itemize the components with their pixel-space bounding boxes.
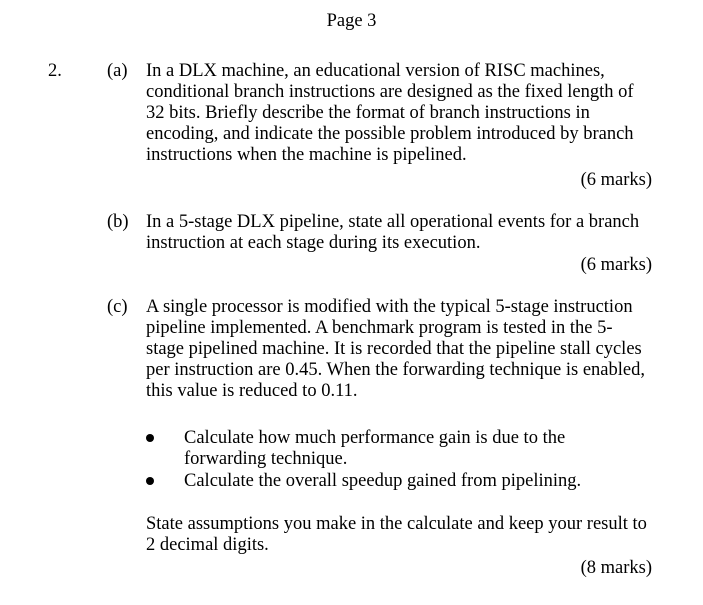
part-b-text: In a 5-stage DLX pipeline, state all operational events for a branch instruction at each stage during its execution.: [146, 212, 640, 253]
part-c-marks: (8 marks): [580, 558, 652, 578]
bullet-icon: [146, 477, 154, 485]
part-c-label: (c): [107, 297, 128, 317]
part-b-marks: (6 marks): [580, 255, 652, 275]
part-a-marks: (6 marks): [580, 170, 652, 190]
page-header: Page 3: [326, 11, 377, 31]
part-c-bullet-1: Calculate how much performance gain is due to the forwarding technique.: [184, 428, 566, 469]
part-a-label: (a): [107, 61, 128, 81]
part-c-text: A single processor is modified with the typical 5-stage instruction pipeline implemented. A benchmark program is tested in the 5- stage pipelined machine. It is recorded that the pipeline stall cycles per instruction are 0.45. When the forwarding technique is enabled, this value is reduced to 0.11.: [146, 297, 645, 401]
question-number: 2.: [48, 61, 62, 81]
part-b-label: (b): [107, 212, 129, 232]
bullet-icon: [146, 434, 154, 442]
part-c-bullet-2: Calculate the overall speedup gained from pipelining.: [184, 471, 582, 491]
part-a-text: In a DLX machine, an educational version of RISC machines, conditional branch instructions are designed as the fixed length of 32 bits. Briefly describe the format of branch instructions in encoding, and indicate the possible problem introduced by branch instructions when the machine is pipelined.: [146, 61, 634, 165]
part-c-note: State assumptions you make in the calculate and keep your result to 2 decimal digits.: [146, 514, 647, 555]
